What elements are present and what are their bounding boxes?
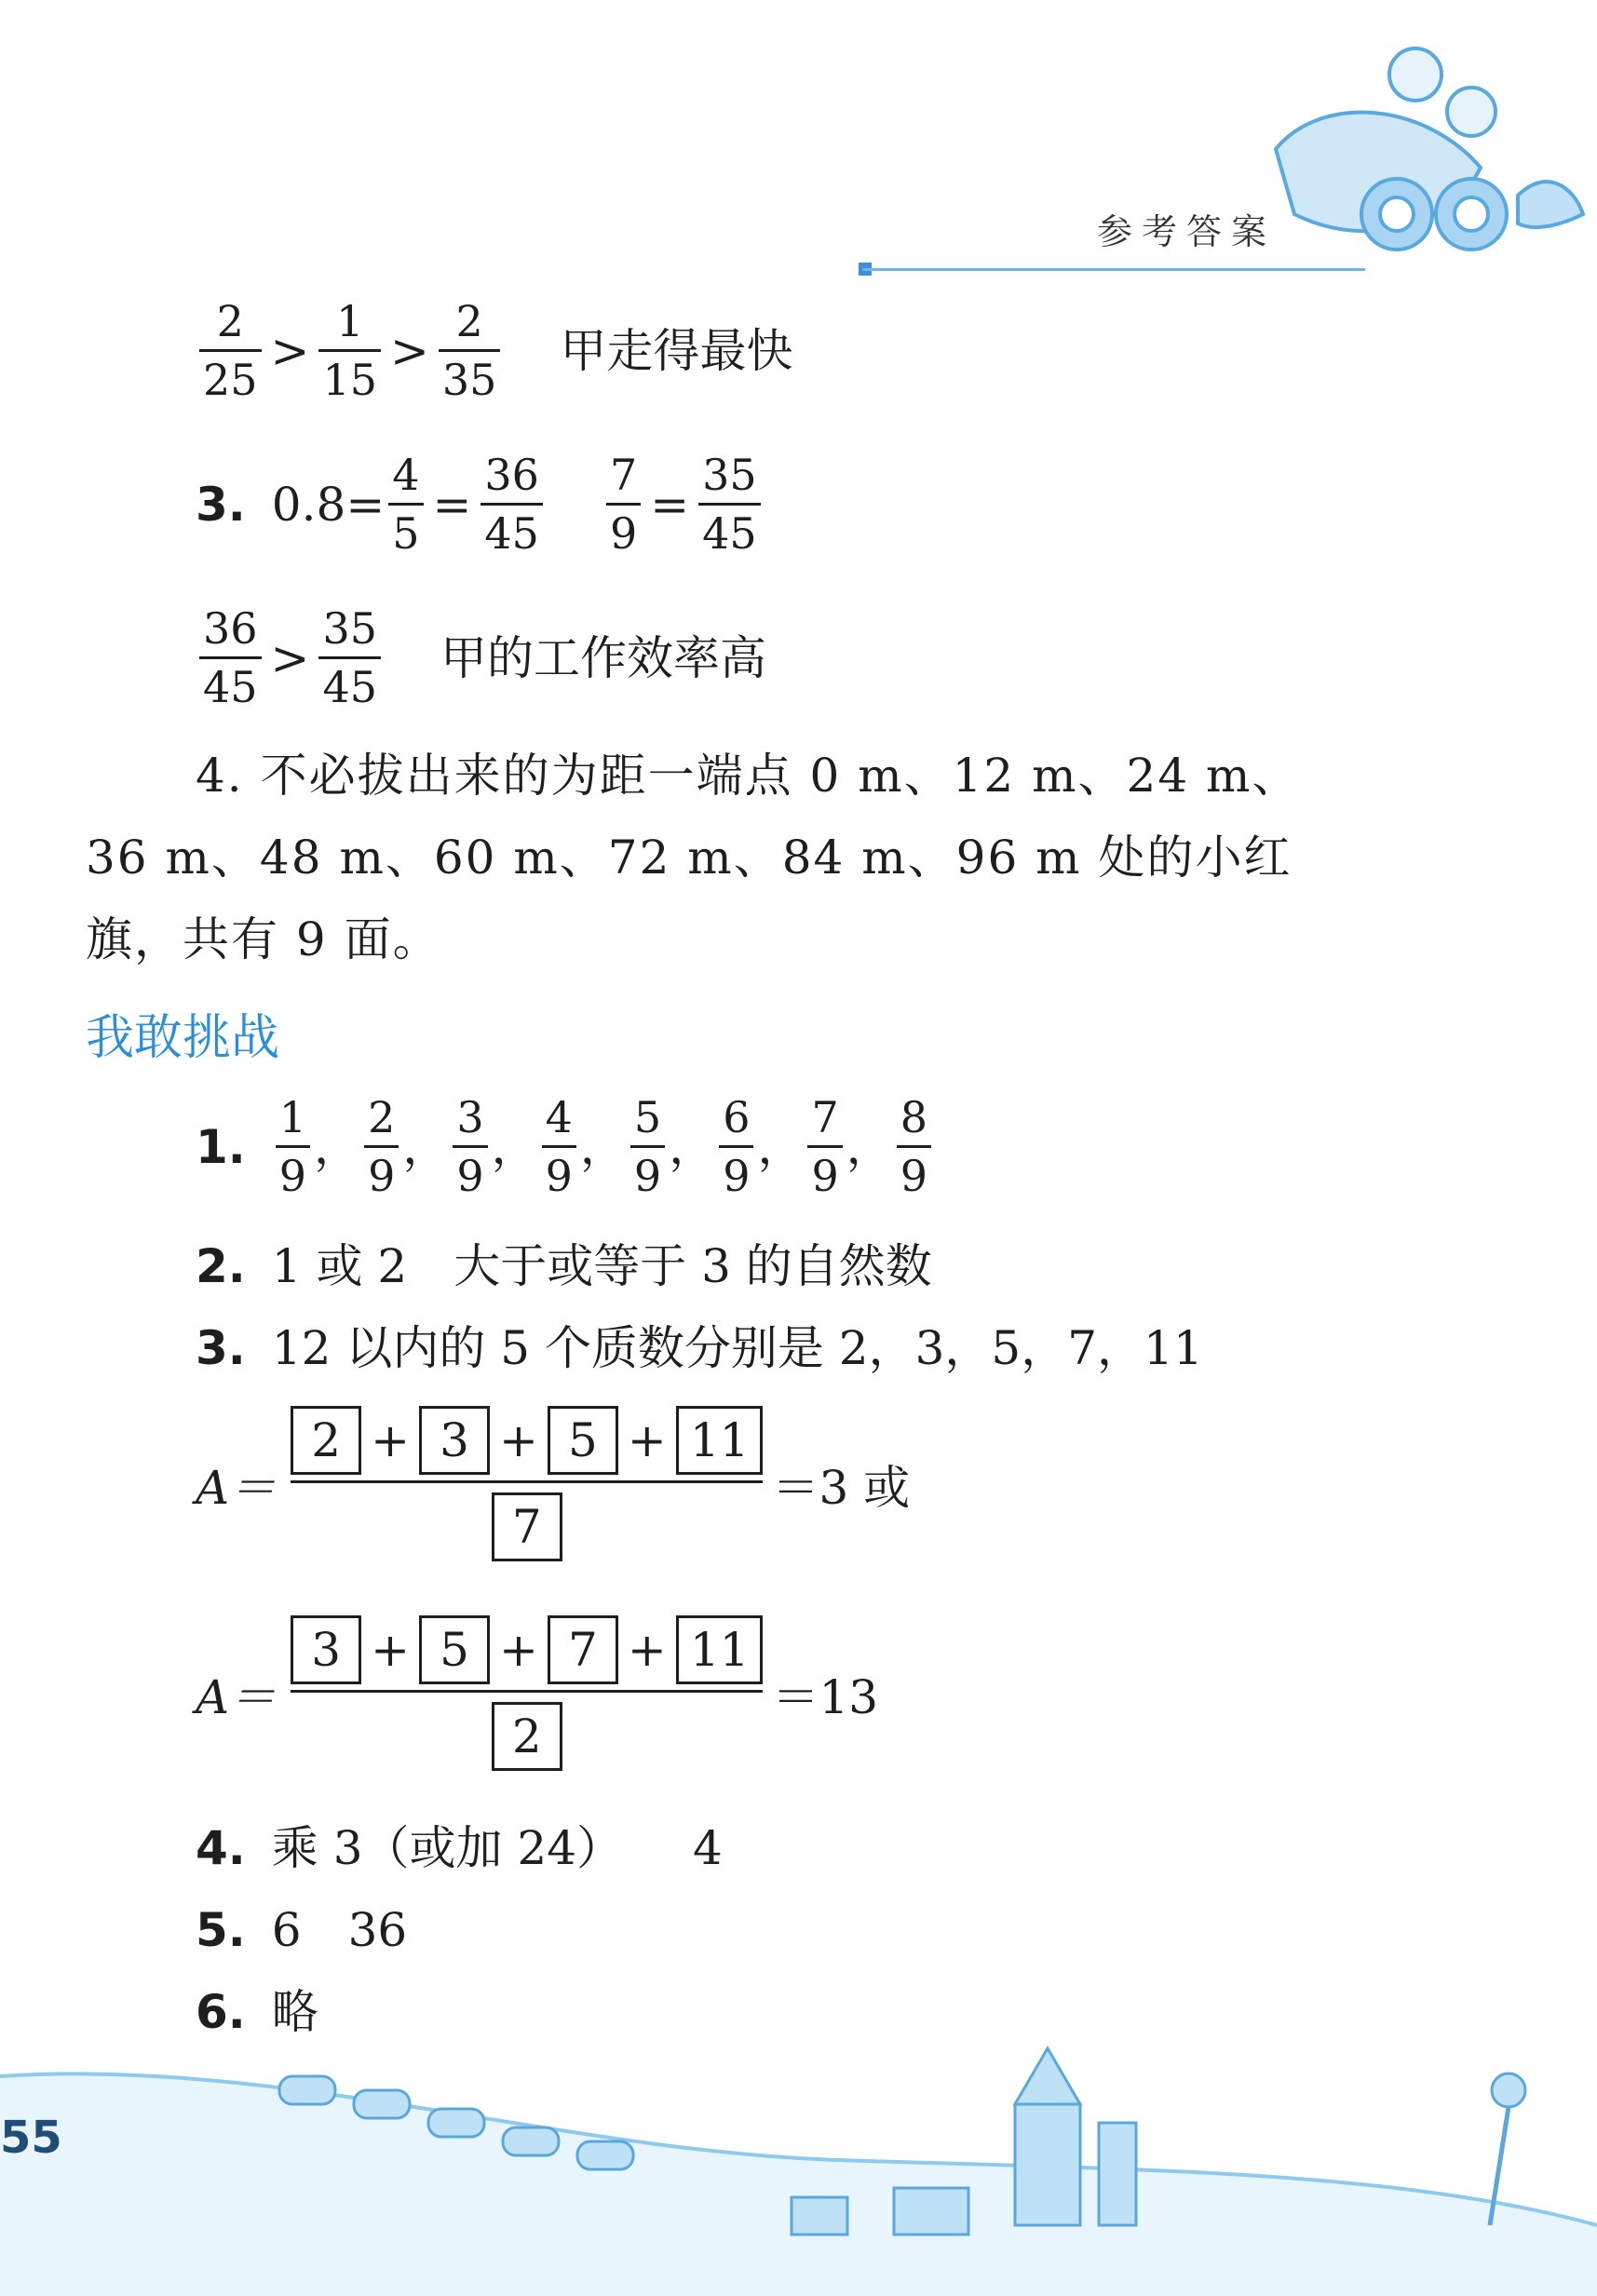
fraction: $\frac{7}{9}$ — [807, 1089, 842, 1204]
number-box: 5 — [419, 1615, 490, 1684]
fraction: $\frac{5}{9}$ — [630, 1089, 665, 1204]
header-rule — [862, 268, 1365, 271]
fraction: $\frac{35}{45}$ — [698, 447, 761, 561]
footer-illustration — [0, 2039, 1597, 2296]
number-box: 5 — [548, 1406, 618, 1475]
equation-b: A＝ 3 + 5 + 7 + 11 2 ＝13 — [196, 1615, 878, 1771]
fraction: $\frac{7}{9}$ — [606, 447, 641, 561]
fraction: $\frac{36}{45}$ — [199, 601, 262, 715]
challenge-4: 4. 乘 3（或加 24） 4 — [196, 1821, 723, 1875]
question-4-line-3: 旗，共有 9 面。 — [86, 912, 441, 966]
challenge-5: 5. 6 36 — [196, 1903, 408, 1957]
plus-sign: + — [371, 1413, 411, 1467]
answer-line: $\frac{36}{45}$ > $\frac{35}{45}$ 甲的工作效率高 — [196, 601, 766, 715]
fraction: $\frac{6}{9}$ — [719, 1089, 753, 1204]
numerator-boxes — [291, 1615, 763, 1690]
separator: ， — [314, 1119, 361, 1174]
plus-sign: + — [499, 1413, 538, 1467]
separator: ， — [669, 1119, 716, 1174]
denominator-box: 2 — [492, 1702, 562, 1771]
separator: ， — [579, 1119, 627, 1174]
fraction: $\frac{2}{9}$ — [364, 1089, 399, 1204]
page-number: 55 — [0, 2112, 62, 2164]
challenge-6: 6. 略 — [196, 1985, 318, 2039]
fraction: $\frac{36}{45}$ — [480, 447, 543, 561]
question-4-line-1: 4. 不必拔出来的为距一端点 0 m、12 m、24 m、 — [196, 749, 1301, 803]
number-box: 3 — [291, 1615, 361, 1684]
fraction: $\frac{4}{5}$ — [388, 447, 423, 561]
plus-sign: + — [627, 1623, 667, 1677]
number-box: 2 — [291, 1406, 361, 1475]
fraction: $\frac{1}{15}$ — [318, 293, 381, 408]
numerator-boxes — [291, 1406, 763, 1480]
number-box: 7 — [548, 1615, 618, 1684]
separator: ， — [757, 1119, 805, 1174]
answer-text: 甲的工作效率高 — [440, 630, 766, 685]
answer-text: 甲走得最快 — [560, 323, 793, 378]
fraction: $\frac{2}{35}$ — [439, 293, 501, 408]
plus-sign: + — [371, 1623, 411, 1677]
separator: ， — [491, 1119, 538, 1174]
answer-line: $\frac{2}{25}$ > $\frac{1}{15}$ > $\frac{2}{35}$ 甲走得最快 — [196, 293, 792, 408]
plus-sign: + — [627, 1413, 667, 1467]
section-title: 我敢挑战 — [86, 1010, 280, 1066]
equation-a: A＝ 2 + 3 + 5 + 11 7 ＝3 或 — [196, 1406, 910, 1561]
challenge-3: 3. 12 以内的 5 个质数分别是 2，3，5，7，11 — [196, 1321, 1203, 1375]
challenge-2: 2. 1 或 2 大于或等于 3 的自然数 — [196, 1239, 932, 1293]
header-illustration — [1238, 37, 1592, 289]
fraction: $\frac{8}{9}$ — [897, 1089, 931, 1204]
denominator-box: 7 — [492, 1492, 562, 1561]
fraction: $\frac{4}{9}$ — [542, 1089, 576, 1204]
separator: ， — [846, 1119, 893, 1174]
fraction: $\frac{2}{25}$ — [199, 293, 262, 408]
fraction: $\frac{3}{9}$ — [453, 1089, 487, 1204]
question-4-line-2: 36 m、48 m、60 m、72 m、84 m、96 m 处的小红 — [86, 831, 1292, 885]
header-label: 参考答案 — [1097, 211, 1277, 252]
fraction: $\frac{1}{9}$ — [276, 1089, 310, 1204]
number-box: 11 — [676, 1406, 764, 1475]
question-3: 3. 0.8= $\frac{4}{5}$ = $\frac{36}{45}$ $\frac{7}{9}$ = $\frac{35}{45}$ — [196, 447, 765, 561]
challenge-1: 1. $\frac{1}{9}$ ， $\frac{2}{9}$ ， $\frac{3}{9}$ ， $\frac{4}{9}$ ， $\frac{5}{9}$ ， $\frac{6}{9}$ ， $\frac{7}{9}$ ， $\frac{8}{9}$ — [196, 1089, 935, 1204]
separator: ， — [402, 1119, 450, 1174]
fraction: $\frac{35}{45}$ — [318, 601, 381, 715]
number-box: 11 — [676, 1615, 764, 1684]
plus-sign: + — [499, 1623, 538, 1677]
number-box: 3 — [419, 1406, 490, 1475]
